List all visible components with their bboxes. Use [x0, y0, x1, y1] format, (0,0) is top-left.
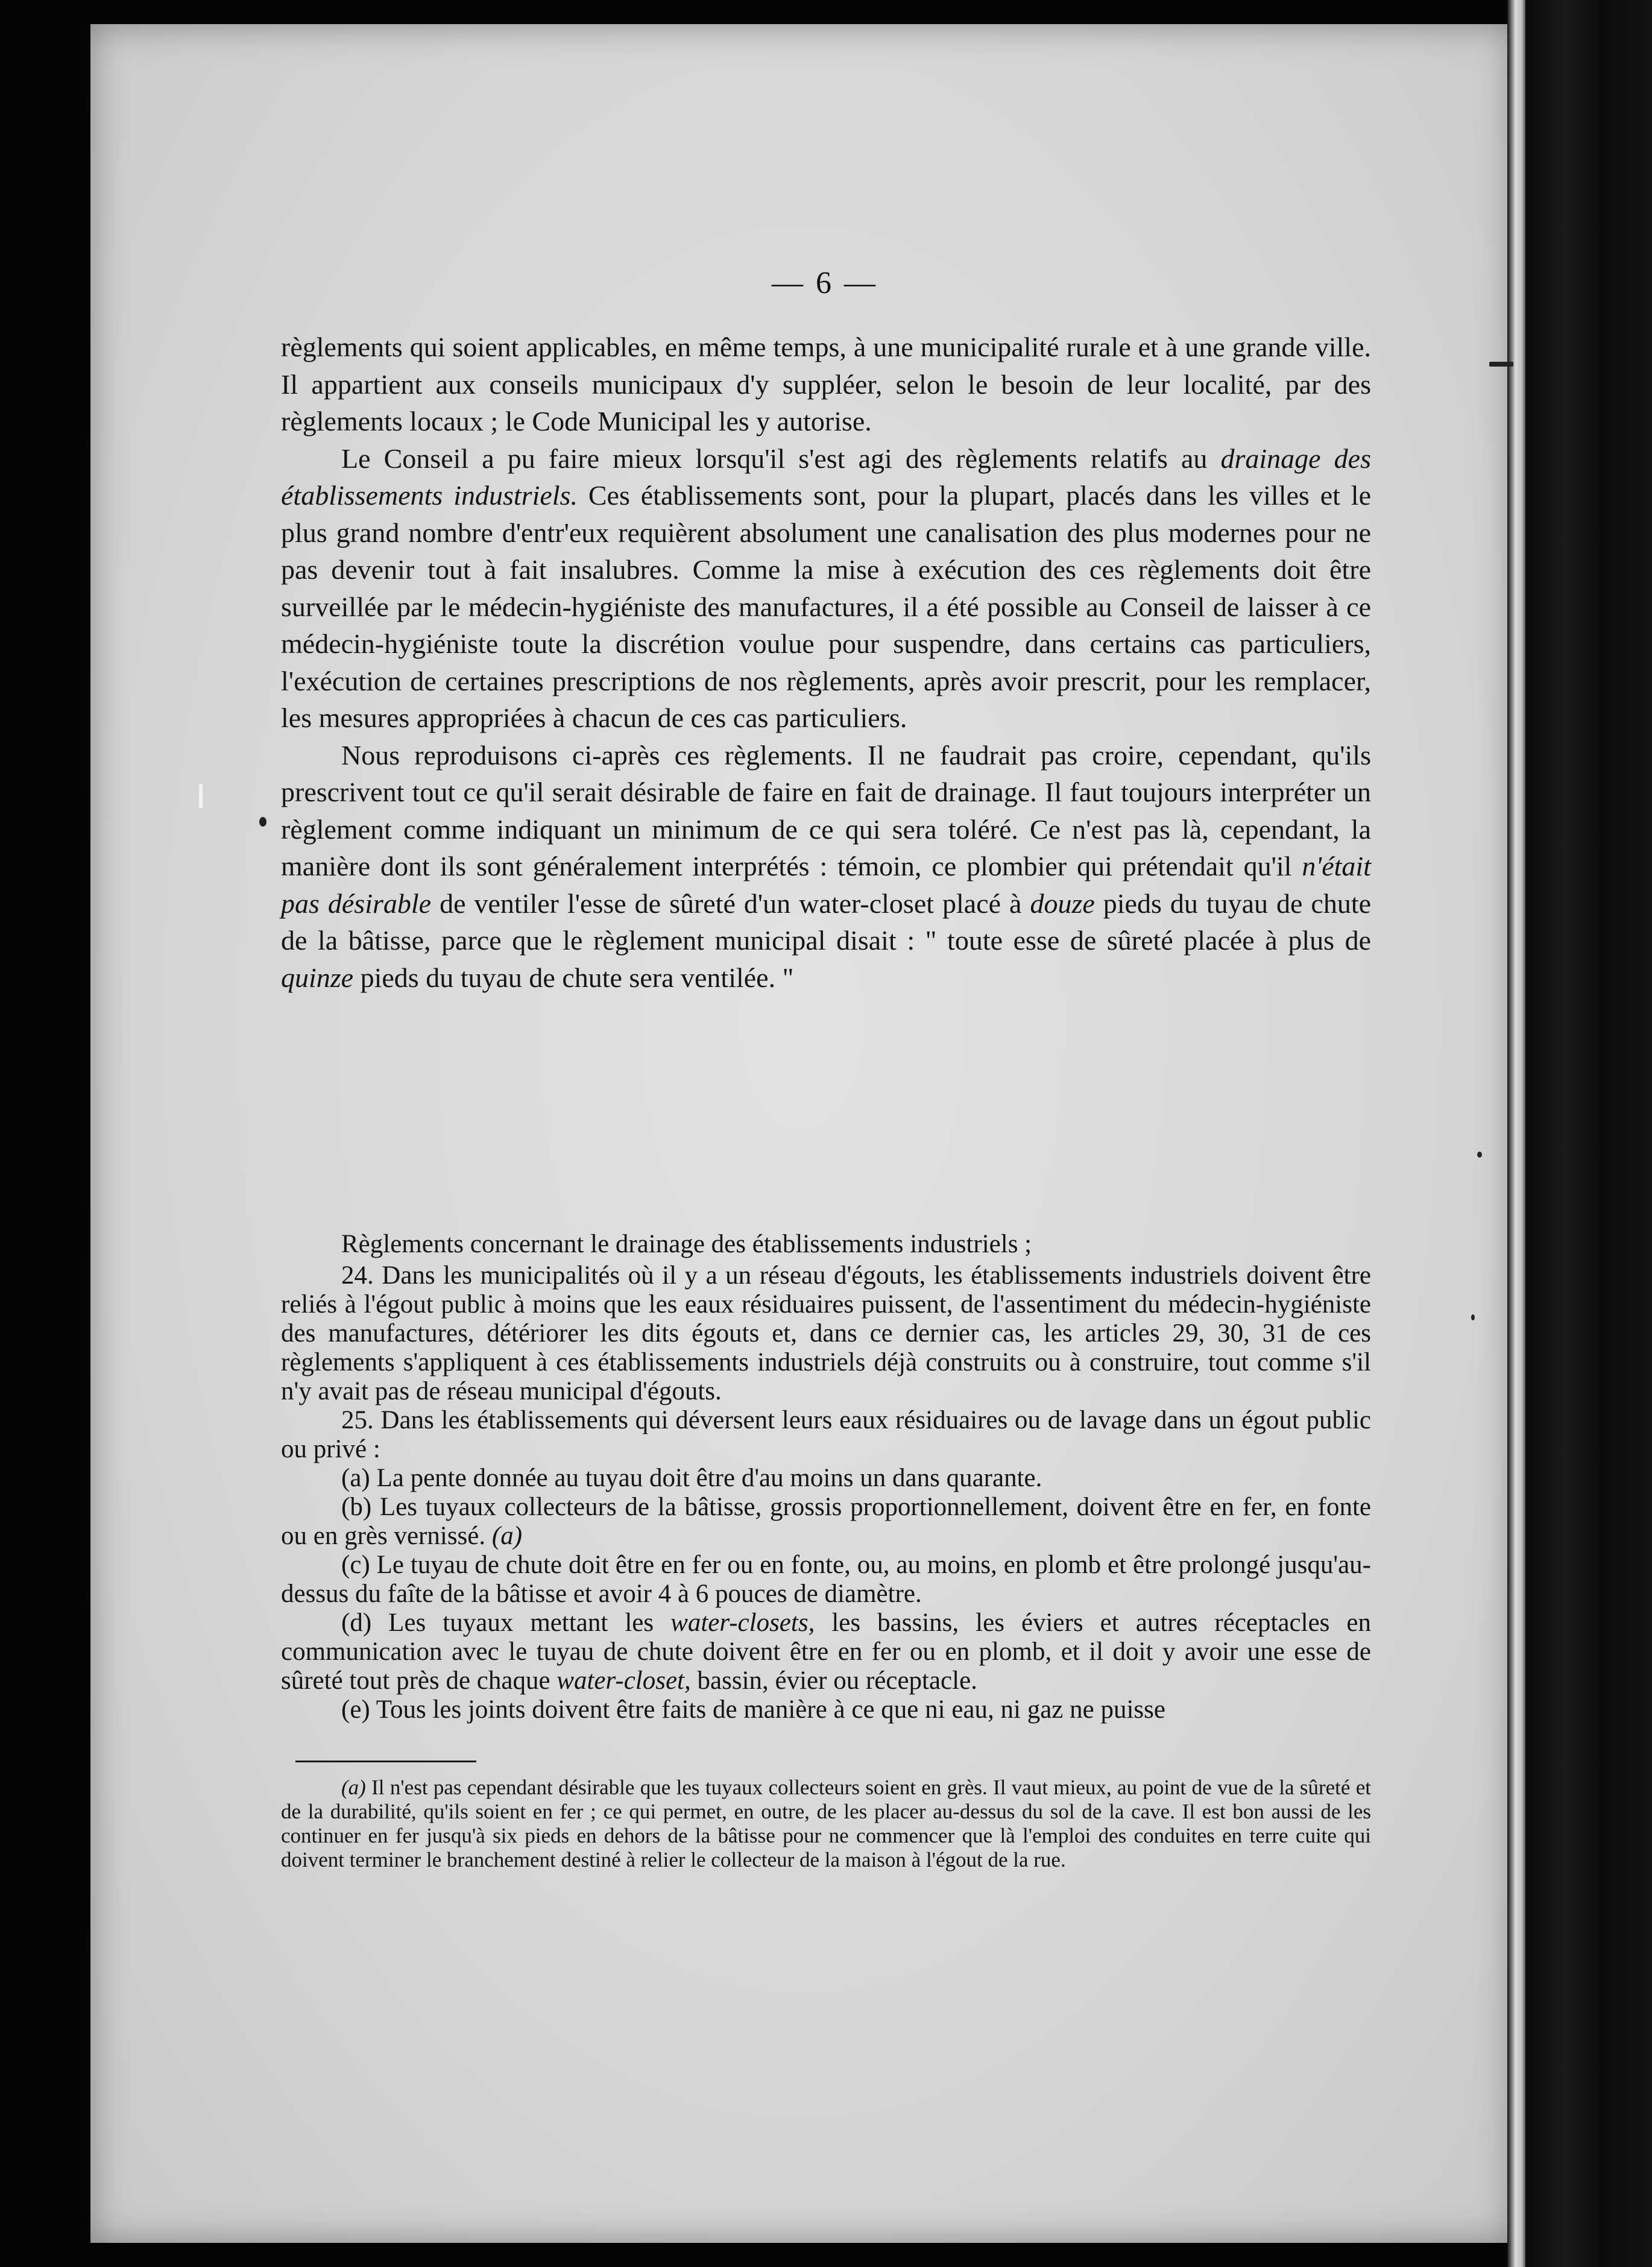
page-number: — 6 — [772, 266, 878, 300]
paragraph-3-start: Nous reproduisons ci-après ces règlements. Il ne faudrait pas croire, cependant, qu'ils prescrivent tout ce qu'il serait désirable de faire en fait de drainage. Il faut toujours interpréter un règlement comme indiquant un minimum de ce qui sera toléré. Ce n'est pas là, cependant, la manière dont ils sont généralement interprétés : témoin, ce plombier qui prétendait qu'il [281, 739, 1371, 881]
regulations-section [281, 1230, 1371, 1724]
binding-strip [1507, 0, 1528, 2267]
rule-25-d-start: (d) Les tuyaux mettant les [341, 1609, 654, 1637]
scan-speck [259, 817, 266, 827]
regulations-heading: Règlements concernant le drainage des établissements industriels ; [341, 1230, 1032, 1258]
paragraph-3 [281, 737, 1371, 997]
paragraph-3-mid-2: pieds du tuyau de chute de la bâtisse, parce que le règlement municipal disait : " toute esse de sûreté placée à plus de [281, 888, 1372, 956]
paragraph-3-mid-1: de ventiler l'esse de sûreté d'un water-closet placé à [440, 888, 1022, 919]
paragraph-2-rest: Ces établissements sont, pour la plupart, placés dans les villes et le plus grand nombre d'entr'eux requièrent absolument une canalisation des plus modernes pour ne pas devenir tout à fait insalubres. Comme la mise à exécution des ces règlements doit être surveillée par le médecin-hygiéniste des manufactures, il a été possible au Conseil de laisser à ce médecin-hygiéniste toute la discrétion voulue pour suspendre, dans certains cas particuliers, l'exécution de certaines prescriptions de nos règlements, après avoir prescrit, pour les remplacer, les mesures appropriées à chacun de ces cas particuliers. [281, 480, 1371, 733]
paragraph-3-italic-2: douze [1030, 888, 1095, 919]
rule-25-b [281, 1493, 1371, 1551]
footnote-body: Il n'est pas cependant désirable que les tuyaux collecteurs soient en grès. Il vaut mieux, au point de vue de la sûreté et de la durabilité, qu'ils soient en fer ; ce qui permet, en outre, de les placer au-dessus du sol de la cave. Il est bon aussi de les continuer en fer jusqu'à six pieds en dehors de la bâtisse pour ne commencer que là l'emploi des conduites en terre cuite qui doivent terminer le branchement destiné à relier le collecteur de la maison à l'égout de la rue. [281, 1776, 1371, 1871]
page-edge [1525, 0, 1652, 2267]
rule-25-c: (c) Le tuyau de chute doit être en fer ou en fonte, ou, au moins, en plomb et être prolongé jusqu'au-dessus du faîte de la bâtisse et avoir 4 à 6 pouces de diamètre. [281, 1551, 1371, 1608]
paragraph-3-italic-3: quinze [281, 962, 354, 993]
footnote-reference: (a) [491, 1522, 523, 1550]
rule-25-d-italic-1: water-closets, [670, 1609, 815, 1637]
scan-speck [1489, 362, 1513, 367]
paragraph-2-start: Le Conseil a pu faire mieux lorsqu'il s'est agi des règlements relatifs au [341, 443, 1208, 474]
paragraph-2-italic: drainage des établissements industriels. [281, 443, 1371, 511]
paragraph-1: règlements qui soient applicables, en même temps, à une municipalité rurale et à une grande ville. Il appartient aux conseils municipaux d'y suppléer, selon le besoin de leur localité, par des règlements locaux ; le Code Municipal les y autorise. [281, 332, 1371, 437]
rule-25-d [281, 1609, 1371, 1695]
rule-25-d-italic-2: water-closet, [556, 1666, 691, 1695]
rule-25-e: (e) Tous les joints doivent être faits de manière à ce que ni eau, ni gaz ne puisse [341, 1695, 1165, 1724]
scan-speck [199, 784, 203, 808]
rule-25-a: (a) La pente donnée au tuyau doit être d'au moins un dans quarante. [341, 1464, 1042, 1492]
paragraph-3-end: pieds du tuyau de chute sera ventilée. " [360, 962, 794, 993]
footnote-divider [295, 1761, 476, 1762]
rule-25-d-mid: les bassins, les éviers et autres réceptacles en communication avec le tuyau de chute doivent être en fer ou en plomb, et il doit y avoir une esse de sûreté tout près de chaque [281, 1609, 1372, 1695]
footnote [281, 1776, 1371, 1872]
rule-25-d-end: bassin, évier ou réceptacle. [697, 1666, 977, 1695]
body-text [281, 329, 1371, 996]
rule-25-b-text: (b) Les tuyaux collecteurs de la bâtisse, grossis proportionnellement, doivent être en fer, en fonte ou en grès vernissé. [281, 1493, 1371, 1550]
footnote-marker: (a) [341, 1776, 366, 1799]
rule-24: 24. Dans les municipalités où il y a un réseau d'égouts, les établissements industriels doivent être reliés à l'égout public à moins que les eaux résiduaires puissent, de l'assentiment du médecin-hygiéniste des manufactures, détériorer les dits égouts et, dans ce dernier cas, les articles 29, 30, 31 de ces règlements s'appliquent à ces établissements industriels déjà construits ou à construire, tout comme s'il n'y avait pas de réseau municipal d'égouts. [281, 1261, 1371, 1405]
footnote-text [281, 1776, 1371, 1872]
paragraph-2 [281, 440, 1371, 737]
rule-25: 25. Dans les établissements qui déversent leurs eaux résiduaires ou de lavage dans un égout public ou privé : [281, 1406, 1371, 1463]
scan-speck [1477, 1152, 1482, 1158]
paragraph-3-italic-1: n'était pas désirable [281, 851, 1371, 919]
scan-speck [1471, 1314, 1475, 1320]
